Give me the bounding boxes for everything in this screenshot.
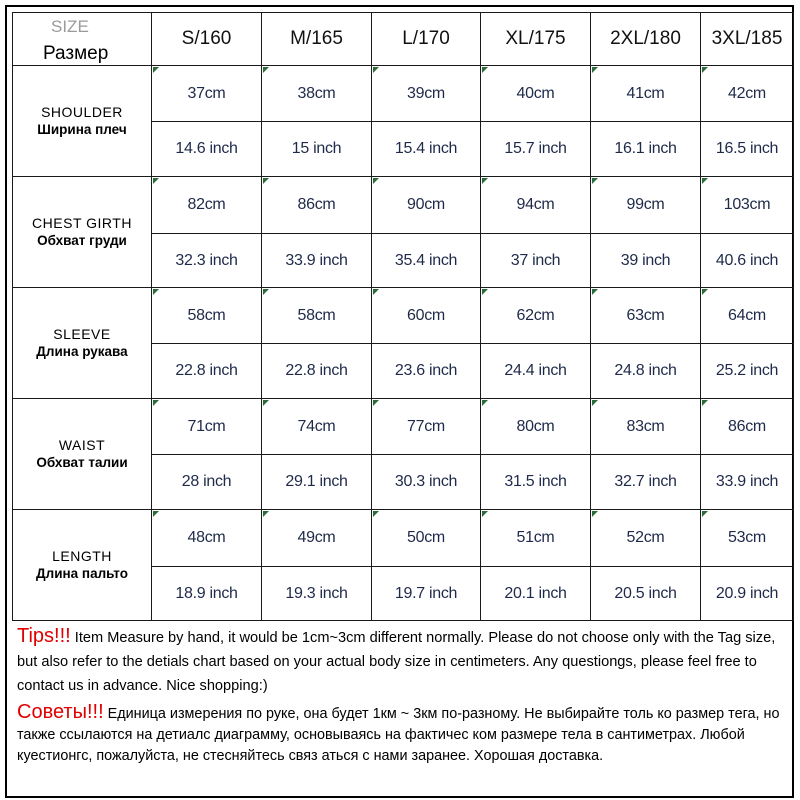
size-corner-cell: [13, 13, 152, 66]
value-cell-inch: 39 inch: [591, 234, 701, 288]
value-cell-inch: 33.9 inch: [262, 234, 372, 288]
value-cell-inch: 16.5 inch: [701, 122, 794, 177]
value-cell-cm: 71cm: [152, 399, 262, 455]
value-cell-inch: 18.9 inch: [152, 567, 262, 621]
value-cell-cm: 86cm: [701, 399, 794, 455]
value-cell-inch: 19.3 inch: [262, 567, 372, 621]
value-cell-inch: 22.8 inch: [262, 344, 372, 399]
tips-ru: [17, 702, 797, 767]
measure-row-cm: [13, 399, 794, 455]
measure-label-cell: [13, 399, 152, 510]
value-cell-cm: 90cm: [372, 177, 481, 234]
measure-row-cm: [13, 288, 794, 344]
value-cell-cm: 53cm: [701, 510, 794, 567]
value-cell-cm: 103cm: [701, 177, 794, 234]
measure-label-en: WAIST: [58, 437, 106, 454]
measure-label-cell: [13, 510, 152, 621]
value-cell-cm: 74cm: [262, 399, 372, 455]
value-cell-cm: 41cm: [591, 66, 701, 122]
value-cell-inch: 33.9 inch: [701, 455, 794, 510]
measure-label-cell: [13, 288, 152, 399]
measure-label-en: SHOULDER: [41, 104, 123, 121]
value-cell-inch: 15.7 inch: [481, 122, 591, 177]
value-cell-inch: 35.4 inch: [372, 234, 481, 288]
size-header-2xl: 2XL/180: [591, 13, 701, 66]
value-cell-cm: 80cm: [481, 399, 591, 455]
size-header-xl: XL/175: [481, 13, 591, 66]
tips-en-title: Tips!!!: [17, 625, 71, 647]
measure-label-ru: Обхват груди: [37, 233, 127, 249]
value-cell-inch: 24.8 inch: [591, 344, 701, 399]
value-cell-cm: 64cm: [701, 288, 794, 344]
value-cell-inch: 32.3 inch: [152, 234, 262, 288]
value-cell-cm: 63cm: [591, 288, 701, 344]
value-cell-inch: 40.6 inch: [701, 234, 794, 288]
value-cell-inch: 20.1 inch: [481, 567, 591, 621]
value-cell-cm: 94cm: [481, 177, 591, 234]
measure-label-cell: [13, 177, 152, 288]
value-cell-cm: 82cm: [152, 177, 262, 234]
size-header-s: S/160: [152, 13, 262, 66]
value-cell-inch: 31.5 inch: [481, 455, 591, 510]
measure-label-cell: [13, 66, 152, 177]
measure-label-en: LENGTH: [52, 548, 112, 565]
tips-ru-text: Единица измерения по руке, она будет 1км ~ 3км по-разному. Не выбирайте толь ко размер тега, но также ссылаются на детиалс диаграмму, основываясь на фактичес ком размере тела в сантиметрах. Любой куестионгс, пожалуйста, не стесняйтесь связ аться с нами заранее. Хорошая доставка.: [17, 706, 780, 764]
value-cell-inch: 30.3 inch: [372, 455, 481, 510]
value-cell-inch: 37 inch: [481, 234, 591, 288]
size-header-l: L/170: [372, 13, 481, 66]
value-cell-cm: 49cm: [262, 510, 372, 567]
value-cell-cm: 58cm: [152, 288, 262, 344]
value-cell-inch: 15 inch: [262, 122, 372, 177]
size-header-m: M/165: [262, 13, 372, 66]
value-cell-cm: 50cm: [372, 510, 481, 567]
value-cell-inch: 20.9 inch: [701, 567, 794, 621]
value-cell-inch: 19.7 inch: [372, 567, 481, 621]
tips-en-text: Item Measure by hand, it would be 1cm~3cm different normally. Please do not choose only with the Tag size, but also refer to the detials chart based on your actual body size in centimeters. Any questiongs, please feel free to contact us in advance. Nice shopping:): [17, 630, 776, 694]
measure-label-en: CHEST GIRTH: [32, 215, 132, 232]
measure-row-cm: [13, 510, 794, 567]
value-cell-inch: 22.8 inch: [152, 344, 262, 399]
value-cell-cm: 52cm: [591, 510, 701, 567]
value-cell-cm: 37cm: [152, 66, 262, 122]
measure-row-cm: [13, 66, 794, 122]
value-cell-cm: 86cm: [262, 177, 372, 234]
value-cell-inch: 15.4 inch: [372, 122, 481, 177]
value-cell-cm: 42cm: [701, 66, 794, 122]
value-cell-cm: 51cm: [481, 510, 591, 567]
value-cell-inch: 29.1 inch: [262, 455, 372, 510]
size-chart-table: [12, 12, 794, 621]
measure-row-cm: [13, 177, 794, 234]
value-cell-cm: 38cm: [262, 66, 372, 122]
tips-en: [17, 624, 797, 698]
measure-label-en: SLEEVE: [53, 326, 111, 343]
measure-label-ru: Ширина плеч: [37, 122, 127, 138]
value-cell-cm: 60cm: [372, 288, 481, 344]
value-cell-cm: 48cm: [152, 510, 262, 567]
value-cell-cm: 62cm: [481, 288, 591, 344]
size-label-ru: Размер: [43, 43, 109, 64]
value-cell-inch: 16.1 inch: [591, 122, 701, 177]
measure-label-ru: Длина пальто: [36, 566, 128, 582]
tips-ru-title: Советы!!!: [17, 701, 104, 723]
value-cell-inch: 25.2 inch: [701, 344, 794, 399]
value-cell-inch: 14.6 inch: [152, 122, 262, 177]
value-cell-cm: 77cm: [372, 399, 481, 455]
header-row: [13, 13, 794, 66]
size-chart-sheet: [5, 5, 794, 798]
value-cell-inch: 28 inch: [152, 455, 262, 510]
size-header-3xl: 3XL/185: [701, 13, 794, 66]
value-cell-inch: 23.6 inch: [372, 344, 481, 399]
value-cell-cm: 99cm: [591, 177, 701, 234]
value-cell-inch: 24.4 inch: [481, 344, 591, 399]
value-cell-inch: 32.7 inch: [591, 455, 701, 510]
value-cell-inch: 20.5 inch: [591, 567, 701, 621]
value-cell-cm: 39cm: [372, 66, 481, 122]
value-cell-cm: 83cm: [591, 399, 701, 455]
value-cell-cm: 58cm: [262, 288, 372, 344]
size-label-en: SIZE: [51, 17, 89, 36]
measure-label-ru: Длина рукава: [36, 344, 128, 360]
value-cell-cm: 40cm: [481, 66, 591, 122]
measure-label-ru: Обхват талии: [36, 455, 128, 471]
tips-section: [17, 624, 797, 767]
